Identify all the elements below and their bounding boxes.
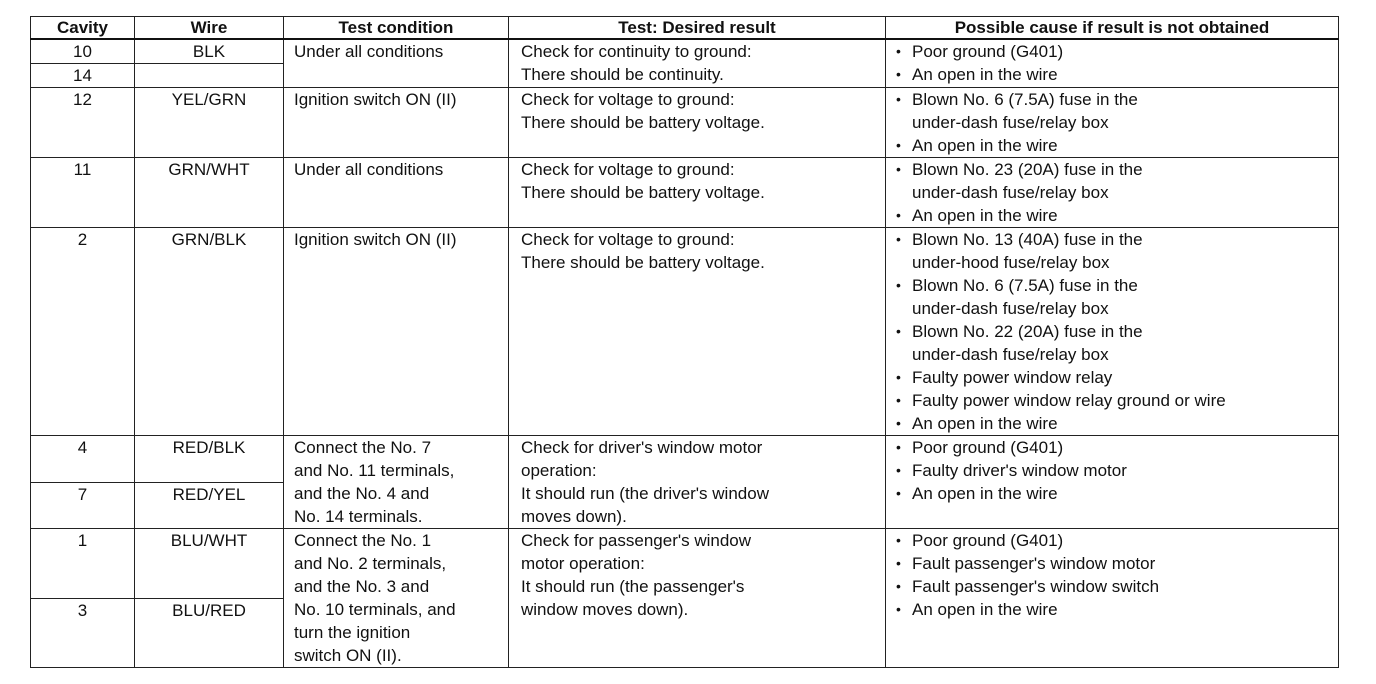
cause-list-item: • Poor ground (G401) xyxy=(892,436,1338,459)
cavity-cell: 2 xyxy=(31,228,135,436)
desired-result-cell: Check for continuity to ground: There should be continuity. xyxy=(509,39,886,88)
table-row xyxy=(31,88,1339,158)
header-test-condition: Test condition xyxy=(284,17,509,40)
desired-result-cell: Check for passenger's window motor operation: It should run (the passenger's window moves down). xyxy=(509,529,886,668)
possible-cause-cell xyxy=(886,436,1339,529)
cause-list-item: • Poor ground (G401) xyxy=(892,529,1338,552)
cause-list-item: • Faulty power window relay ground or wire xyxy=(892,389,1338,412)
wire-color-cell: YEL/GRN xyxy=(135,88,284,158)
possible-cause-cell xyxy=(886,529,1339,668)
header-wire: Wire xyxy=(135,17,284,40)
test-condition-cell: Connect the No. 7 and No. 11 terminals, and the No. 4 and No. 14 terminals. xyxy=(284,436,509,529)
cavity-cell: 14 xyxy=(31,64,135,88)
header-possible-cause: Possible cause if result is not obtained xyxy=(886,17,1339,40)
cavity-cell: 11 xyxy=(31,158,135,228)
cause-list-item: • Poor ground (G401) xyxy=(892,40,1338,63)
test-condition-cell: Ignition switch ON (II) xyxy=(284,228,509,436)
wire-color-cell xyxy=(135,64,284,88)
cause-list-item: • Blown No. 22 (20A) fuse in the under-dash fuse/relay box xyxy=(892,320,1338,366)
cause-list-item: • Blown No. 13 (40A) fuse in the under-hood fuse/relay box xyxy=(892,228,1338,274)
wire-color-cell: GRN/WHT xyxy=(135,158,284,228)
cavity-cell: 4 xyxy=(31,436,135,483)
cause-list-item: • Blown No. 23 (20A) fuse in the under-dash fuse/relay box xyxy=(892,158,1338,204)
cavity-cell: 3 xyxy=(31,598,135,668)
test-condition-cell: Connect the No. 1 and No. 2 terminals, and the No. 3 and No. 10 terminals, and turn the ignition switch ON (II). xyxy=(284,529,509,668)
table-row xyxy=(31,529,1339,599)
cause-list-item: • Faulty driver's window motor xyxy=(892,459,1338,482)
wire-color-cell: RED/BLK xyxy=(135,436,284,483)
cavity-cell: 7 xyxy=(31,482,135,529)
cause-list-item: • An open in the wire xyxy=(892,204,1338,227)
wiring-test-table xyxy=(30,16,1339,668)
wire-color-cell: BLU/WHT xyxy=(135,529,284,599)
wire-color-cell: BLK xyxy=(135,39,284,64)
possible-cause-cell xyxy=(886,158,1339,228)
desired-result-cell: Check for voltage to ground: There should be battery voltage. xyxy=(509,88,886,158)
cause-list-item: • Fault passenger's window motor xyxy=(892,552,1338,575)
cause-list-item: • An open in the wire xyxy=(892,482,1338,505)
header-desired-result: Test: Desired result xyxy=(509,17,886,40)
desired-result-cell: Check for driver's window motor operation: It should run (the driver's window moves down). xyxy=(509,436,886,529)
table-row xyxy=(31,436,1339,483)
header-cavity: Cavity xyxy=(31,17,135,40)
cause-list-item: • Blown No. 6 (7.5A) fuse in the under-dash fuse/relay box xyxy=(892,274,1338,320)
cause-list-item: • An open in the wire xyxy=(892,412,1338,435)
table-row xyxy=(31,39,1339,64)
cavity-cell: 10 xyxy=(31,39,135,64)
possible-cause-cell xyxy=(886,39,1339,88)
test-condition-cell: Under all conditions xyxy=(284,158,509,228)
cavity-cell: 1 xyxy=(31,529,135,599)
table-row xyxy=(31,228,1339,436)
wire-color-cell: RED/YEL xyxy=(135,482,284,529)
cause-list-item: • Fault passenger's window switch xyxy=(892,575,1338,598)
test-condition-cell: Ignition switch ON (II) xyxy=(284,88,509,158)
cause-list-item: • Blown No. 6 (7.5A) fuse in the under-dash fuse/relay box xyxy=(892,88,1338,134)
cause-list-item: • An open in the wire xyxy=(892,598,1338,621)
wire-color-cell: BLU/RED xyxy=(135,598,284,668)
desired-result-cell: Check for voltage to ground: There should be battery voltage. xyxy=(509,158,886,228)
possible-cause-cell xyxy=(886,88,1339,158)
cause-list-item: • An open in the wire xyxy=(892,63,1338,86)
wire-color-cell: GRN/BLK xyxy=(135,228,284,436)
cause-list-item: • Faulty power window relay xyxy=(892,366,1338,389)
possible-cause-cell xyxy=(886,228,1339,436)
table-row xyxy=(31,158,1339,228)
header-row xyxy=(31,17,1339,40)
cause-list-item: • An open in the wire xyxy=(892,134,1338,157)
cavity-cell: 12 xyxy=(31,88,135,158)
test-condition-cell: Under all conditions xyxy=(284,39,509,88)
desired-result-cell: Check for voltage to ground: There should be battery voltage. xyxy=(509,228,886,436)
